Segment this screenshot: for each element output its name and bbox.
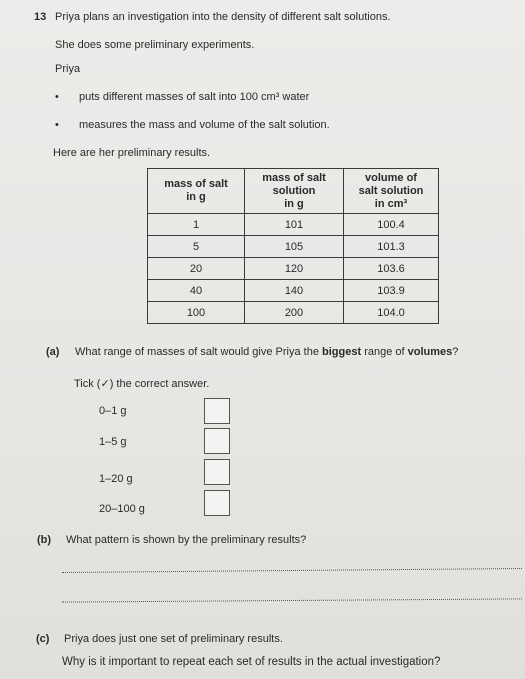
table-cell: 103.9 [344, 280, 439, 302]
table-row [148, 236, 439, 258]
part-b-question: What pattern is shown by the preliminary results? [66, 534, 307, 546]
table-cell: 100 [148, 302, 245, 324]
header-line: in cm³ [374, 197, 408, 210]
part-c-question: Why is it important to repeat each set of results in the actual investigation? [62, 656, 441, 668]
part-c-text: Priya does just one set of preliminary results. [64, 633, 283, 645]
part-a-text: ? [452, 346, 459, 358]
header-line: in g [284, 197, 304, 210]
header-line: volume of [365, 171, 417, 184]
results-table [147, 168, 439, 324]
part-b-label: (b) [37, 534, 52, 546]
emphasis-biggest: biggest [322, 346, 362, 358]
part-a-text: range of [361, 346, 408, 358]
header-line: solution [272, 184, 316, 197]
option-label-20-100g: 20–100 g [99, 503, 145, 515]
header-line: mass of salt [262, 171, 326, 184]
answer-checkbox-20-100g[interactable] [204, 490, 230, 516]
table-row [148, 214, 439, 236]
table-cell: 5 [148, 236, 245, 258]
header-line: mass of salt [164, 178, 228, 190]
table-cell: 200 [245, 302, 344, 324]
part-a-text: What range of masses of salt would give Priya the [75, 346, 323, 358]
answer-checkbox-1-5g[interactable] [204, 428, 230, 454]
option-label-0-1g: 0–1 g [99, 405, 127, 417]
table-cell: 105 [245, 236, 344, 258]
table-cell: 104.0 [344, 302, 439, 324]
student-name: Priya [55, 63, 81, 75]
bullet-point-1: puts different masses of salt into 100 cm³ water [79, 91, 310, 103]
option-label-1-20g: 1–20 g [99, 473, 133, 485]
part-c-label: (c) [36, 633, 50, 645]
header-mass-of-salt [148, 169, 245, 214]
part-a-question [75, 346, 458, 358]
tick-instruction: Tick (✓) the correct answer. [74, 378, 210, 390]
header-line: salt solution [358, 184, 424, 197]
table-row [148, 258, 439, 280]
bullet-marker: • [55, 91, 59, 103]
table-cell: 1 [148, 214, 245, 236]
table-row [148, 280, 439, 302]
table-row [148, 302, 439, 324]
question-line-2: She does some preliminary experiments. [55, 39, 255, 51]
header-line: in g [186, 191, 206, 203]
table-cell: 120 [245, 258, 344, 280]
answer-checkbox-0-1g[interactable] [204, 398, 230, 424]
emphasis-volumes: volumes [407, 346, 453, 358]
table-cell: 40 [148, 280, 245, 302]
question-intro: Priya plans an investigation into the density of different salt solutions. [55, 11, 391, 23]
answer-line-1[interactable] [62, 568, 522, 573]
header-mass-of-solution [245, 169, 344, 214]
table-cell: 100.4 [344, 214, 439, 236]
header-volume-of-solution [344, 169, 439, 214]
results-intro: Here are her preliminary results. [53, 147, 211, 159]
option-label-1-5g: 1–5 g [99, 436, 127, 448]
answer-line-2[interactable] [62, 598, 522, 602]
bullet-marker: • [55, 119, 59, 131]
table-cell: 140 [245, 280, 344, 302]
table-cell: 20 [148, 258, 245, 280]
table-cell: 103.6 [344, 258, 439, 280]
table-cell: 101 [245, 214, 344, 236]
bullet-point-2: measures the mass and volume of the salt solution. [79, 119, 330, 131]
question-number: 13 [34, 11, 47, 23]
table-header-row [148, 169, 439, 214]
part-a-label: (a) [46, 346, 60, 358]
answer-checkbox-1-20g[interactable] [204, 459, 230, 485]
table-cell: 101.3 [344, 236, 439, 258]
